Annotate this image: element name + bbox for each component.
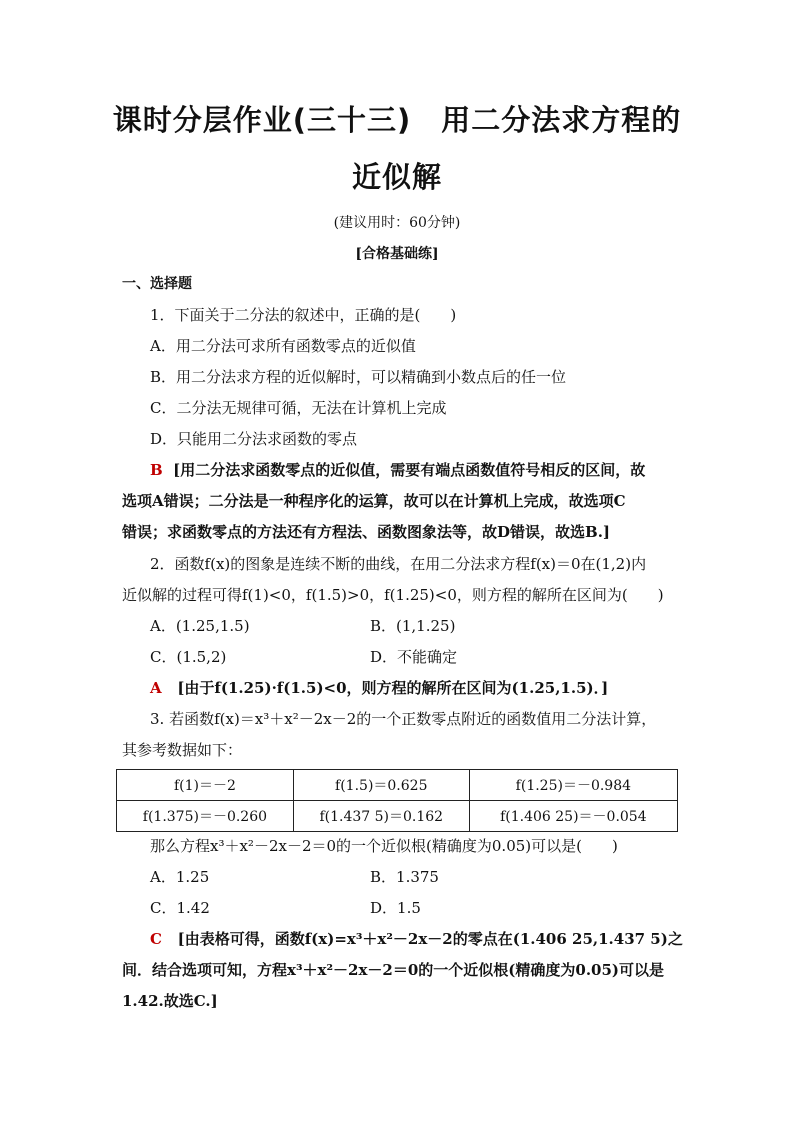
table-cell: f(1.25)＝－0.984	[469, 770, 677, 801]
q1-answer-letter: B	[150, 461, 163, 479]
q2-explanation	[150, 678, 608, 698]
q3-stem-line2: 其参考数据如下：	[122, 741, 243, 759]
table-row	[117, 801, 678, 832]
q2-option-c: C．(1.5,2)	[150, 648, 227, 666]
q1-option-b: B．用二分法求方程的近似解时，可以精确到小数点后的任一位	[150, 368, 567, 386]
q1-option-c: C．二分法无规律可循，无法在计算机上完成	[150, 399, 447, 417]
page-title-line2: 近似解	[351, 160, 442, 194]
table-cell: f(1.406 25)＝－0.054	[469, 801, 677, 832]
reference-data-table	[116, 769, 678, 832]
table-row	[117, 770, 678, 801]
q3-answer-letter: C	[150, 930, 162, 948]
q3-explanation-line1	[150, 929, 683, 949]
q3-option-b: B．1.375	[370, 868, 439, 886]
level-heading: [合格基础练]	[355, 246, 439, 262]
q2-option-d: D．不能确定	[370, 648, 458, 666]
table-cell: f(1.437 5)＝0.162	[293, 801, 469, 832]
q3-option-a: A．1.25	[150, 868, 210, 886]
table-cell: f(1)＝－2	[117, 770, 294, 801]
q3-explanation-line3: 1.42.故选C.]	[122, 992, 218, 1010]
page-title-line1: 课时分层作业(三十三) 用二分法求方程的	[112, 103, 682, 137]
q1-explanation-text1: [用二分法求函数零点的近似值，需要有端点函数值符号相反的区间，故	[173, 461, 646, 479]
q2-option-a: A．(1.25,1.5)	[150, 617, 250, 635]
section-heading: 一、选择题	[122, 276, 192, 292]
q1-explanation-line2: 选项A错误；二分法是一种程序化的运算，故可以在计算机上完成，故选项C	[122, 492, 626, 510]
q3-followup: 那么方程x³＋x²－2x－2＝0的一个近似根(精确度为0.05)可以是( )	[150, 837, 618, 855]
q3-option-c: C．1.42	[150, 899, 210, 917]
q3-stem-line1: 3. 若函数f(x)＝x³＋x²－2x－2的一个正数零点附近的函数值用二分法计算，	[150, 710, 657, 728]
q1-explanation-line1	[150, 460, 645, 480]
table-cell: f(1.5)＝0.625	[293, 770, 469, 801]
q3-explanation-line2: 间．结合选项可知，方程x³＋x²－2x－2＝0的一个近似根(精确度为0.05)可以是	[122, 961, 665, 979]
q2-stem-line1: 2．函数f(x)的图象是连续不断的曲线，在用二分法求方程f(x)＝0在(1,2)内	[150, 555, 647, 573]
q1-option-d: D．只能用二分法求函数的零点	[150, 430, 358, 448]
q1-stem: 1．下面关于二分法的叙述中，正确的是( )	[150, 306, 457, 324]
q2-explanation-text: [由于f(1.25)·f(1.5)<0，则方程的解所在区间为(1.25,1.5)．]	[177, 679, 609, 697]
q2-option-b: B．(1,1.25)	[370, 617, 456, 635]
q3-explanation-text1: [由表格可得，函数f(x)=x³＋x²－2x－2的零点在(1.406 25,1.437 5)之	[177, 930, 683, 948]
time-note: (建议用时：60分钟)	[333, 215, 461, 231]
q2-answer-letter: A	[150, 679, 162, 697]
q2-stem-line2: 近似解的过程可得f(1)<0，f(1.5)>0，f(1.25)<0，则方程的解所在区间为( )	[122, 586, 664, 604]
q3-option-d: D．1.5	[370, 899, 421, 917]
q1-explanation-line3: 错误；求函数零点的方法还有方程法、函数图象法等，故D错误，故选B.]	[122, 523, 611, 541]
table-cell: f(1.375)＝－0.260	[117, 801, 294, 832]
q1-option-a: A．用二分法可求所有函数零点的近似值	[150, 337, 416, 355]
